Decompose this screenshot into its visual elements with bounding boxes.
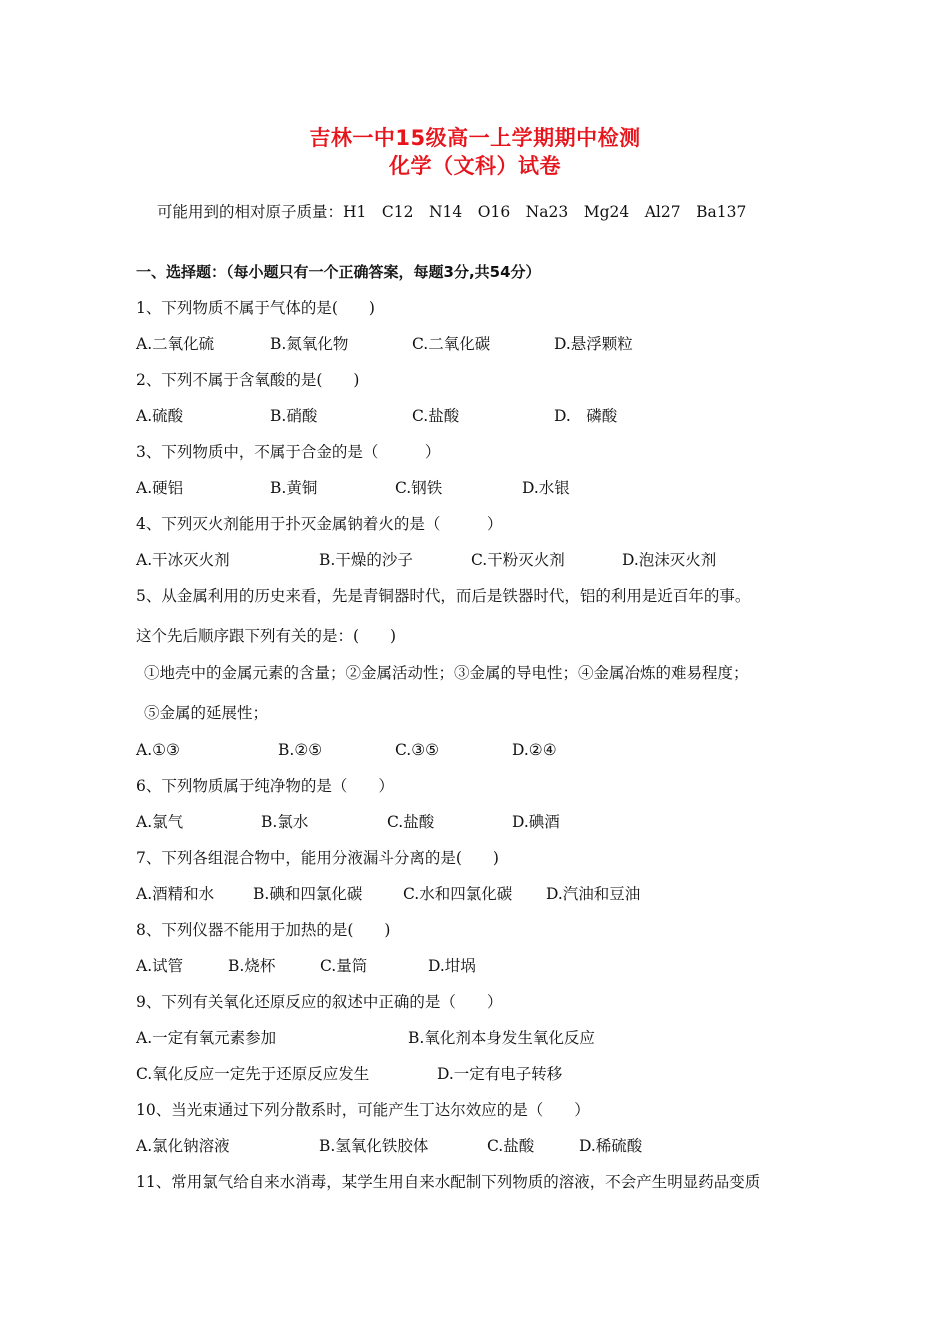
page-subtitle: 化学（文科）试卷 xyxy=(389,154,561,178)
question-2: 2、下列不属于含氧酸的是( ) xyxy=(136,371,360,389)
q3-option-b: B.黄铜 xyxy=(270,479,318,497)
q4-option-a: A.干冰灭火剂 xyxy=(136,551,230,569)
q4-option-b: B.干燥的沙子 xyxy=(319,551,413,569)
question-6: 6、下列物质属于纯净物的是（ ） xyxy=(136,777,394,795)
question-10: 10、当光束通过下列分散系时，可能产生丁达尔效应的是（ ） xyxy=(136,1101,590,1119)
question-8: 8、下列仪器不能用于加热的是( ) xyxy=(136,921,391,939)
q9-option-d: D.一定有电子转移 xyxy=(437,1065,563,1083)
q2-option-a: A.硫酸 xyxy=(136,407,184,425)
q8-option-d: D.坩埚 xyxy=(428,957,476,975)
question-4: 4、下列灭火剂能用于扑灭金属钠着火的是（ ） xyxy=(136,515,503,533)
q8-option-a: A.试管 xyxy=(136,957,184,975)
atomic-masses: 可能用到的相对原子质量：H1 C12 N14 O16 Na23 Mg24 Al27 Ba137 xyxy=(157,203,747,221)
q6-option-d: D.碘酒 xyxy=(512,813,560,831)
q9-option-b: B.氧化剂本身发生氧化反应 xyxy=(408,1029,595,1047)
q7-option-b: B.碘和四氯化碳 xyxy=(253,885,363,903)
q7-option-c: C.水和四氯化碳 xyxy=(403,885,513,903)
q3-option-c: C.钢铁 xyxy=(395,479,443,497)
q6-option-a: A.氯气 xyxy=(136,813,184,831)
question-5: 5、从金属利用的历史来看，先是青铜器时代，而后是铁器时代，铝的利用是近百年的事。 xyxy=(136,587,751,605)
q6-option-c: C.盐酸 xyxy=(387,813,435,831)
q1-option-d: D.悬浮颗粒 xyxy=(554,335,633,353)
q10-option-b: B.氢氧化铁胶体 xyxy=(319,1137,429,1155)
question-5-line-4: ⑤金属的延展性； xyxy=(144,704,269,722)
question-5-line-3: ①地壳中的金属元素的含量；②金属活动性；③金属的导电性；④金属冶炼的难易程度； xyxy=(144,664,749,682)
q5-option-d: D.②④ xyxy=(512,741,557,759)
question-9: 9、下列有关氧化还原反应的叙述中正确的是（ ） xyxy=(136,993,503,1011)
q10-option-c: C.盐酸 xyxy=(487,1137,535,1155)
q7-option-a: A.酒精和水 xyxy=(136,885,215,903)
question-3: 3、下列物质中，不属于合金的是（ ） xyxy=(136,443,441,461)
q6-option-b: B.氯水 xyxy=(261,813,309,831)
q1-option-a: A.二氧化硫 xyxy=(136,335,215,353)
q1-option-c: C.二氧化碳 xyxy=(412,335,491,353)
q8-option-b: B.烧杯 xyxy=(228,957,276,975)
q3-option-a: A.硬铝 xyxy=(136,479,184,497)
q9-option-c: C.氧化反应一定先于还原反应发生 xyxy=(136,1065,370,1083)
q10-option-d: D.稀硫酸 xyxy=(579,1137,643,1155)
q5-option-c: C.③⑤ xyxy=(395,741,440,759)
q7-option-d: D.汽油和豆油 xyxy=(546,885,641,903)
q5-option-b: B.②⑤ xyxy=(278,741,323,759)
q8-option-c: C.量筒 xyxy=(320,957,368,975)
q2-option-c: C.盐酸 xyxy=(412,407,460,425)
q2-option-b: B.硝酸 xyxy=(270,407,318,425)
q4-option-d: D.泡沫灭火剂 xyxy=(622,551,717,569)
q3-option-d: D.水银 xyxy=(522,479,570,497)
section-heading: 一、选择题：（每小题只有一个正确答案，每题3分,共54分） xyxy=(136,263,541,281)
question-11: 11、常用氯气给自来水消毒，某学生用自来水配制下列物质的溶液，不会产生明显药品变质 xyxy=(136,1173,761,1191)
q4-option-c: C.干粉灭火剂 xyxy=(471,551,565,569)
page-title: 吉林一中15级高一上学期期中检测 xyxy=(309,126,641,150)
q9-option-a: A.一定有氧元素参加 xyxy=(136,1029,277,1047)
q1-option-b: B.氮氧化物 xyxy=(270,335,349,353)
q5-option-a: A.①③ xyxy=(136,741,180,759)
question-5-line-2: 这个先后顺序跟下列有关的是：( ) xyxy=(136,627,397,645)
q2-option-d: D. 磷酸 xyxy=(554,407,618,425)
question-7: 7、下列各组混合物中，能用分液漏斗分离的是( ) xyxy=(136,849,499,867)
question-1: 1、下列物质不属于气体的是( ) xyxy=(136,299,375,317)
q10-option-a: A.氯化钠溶液 xyxy=(136,1137,230,1155)
